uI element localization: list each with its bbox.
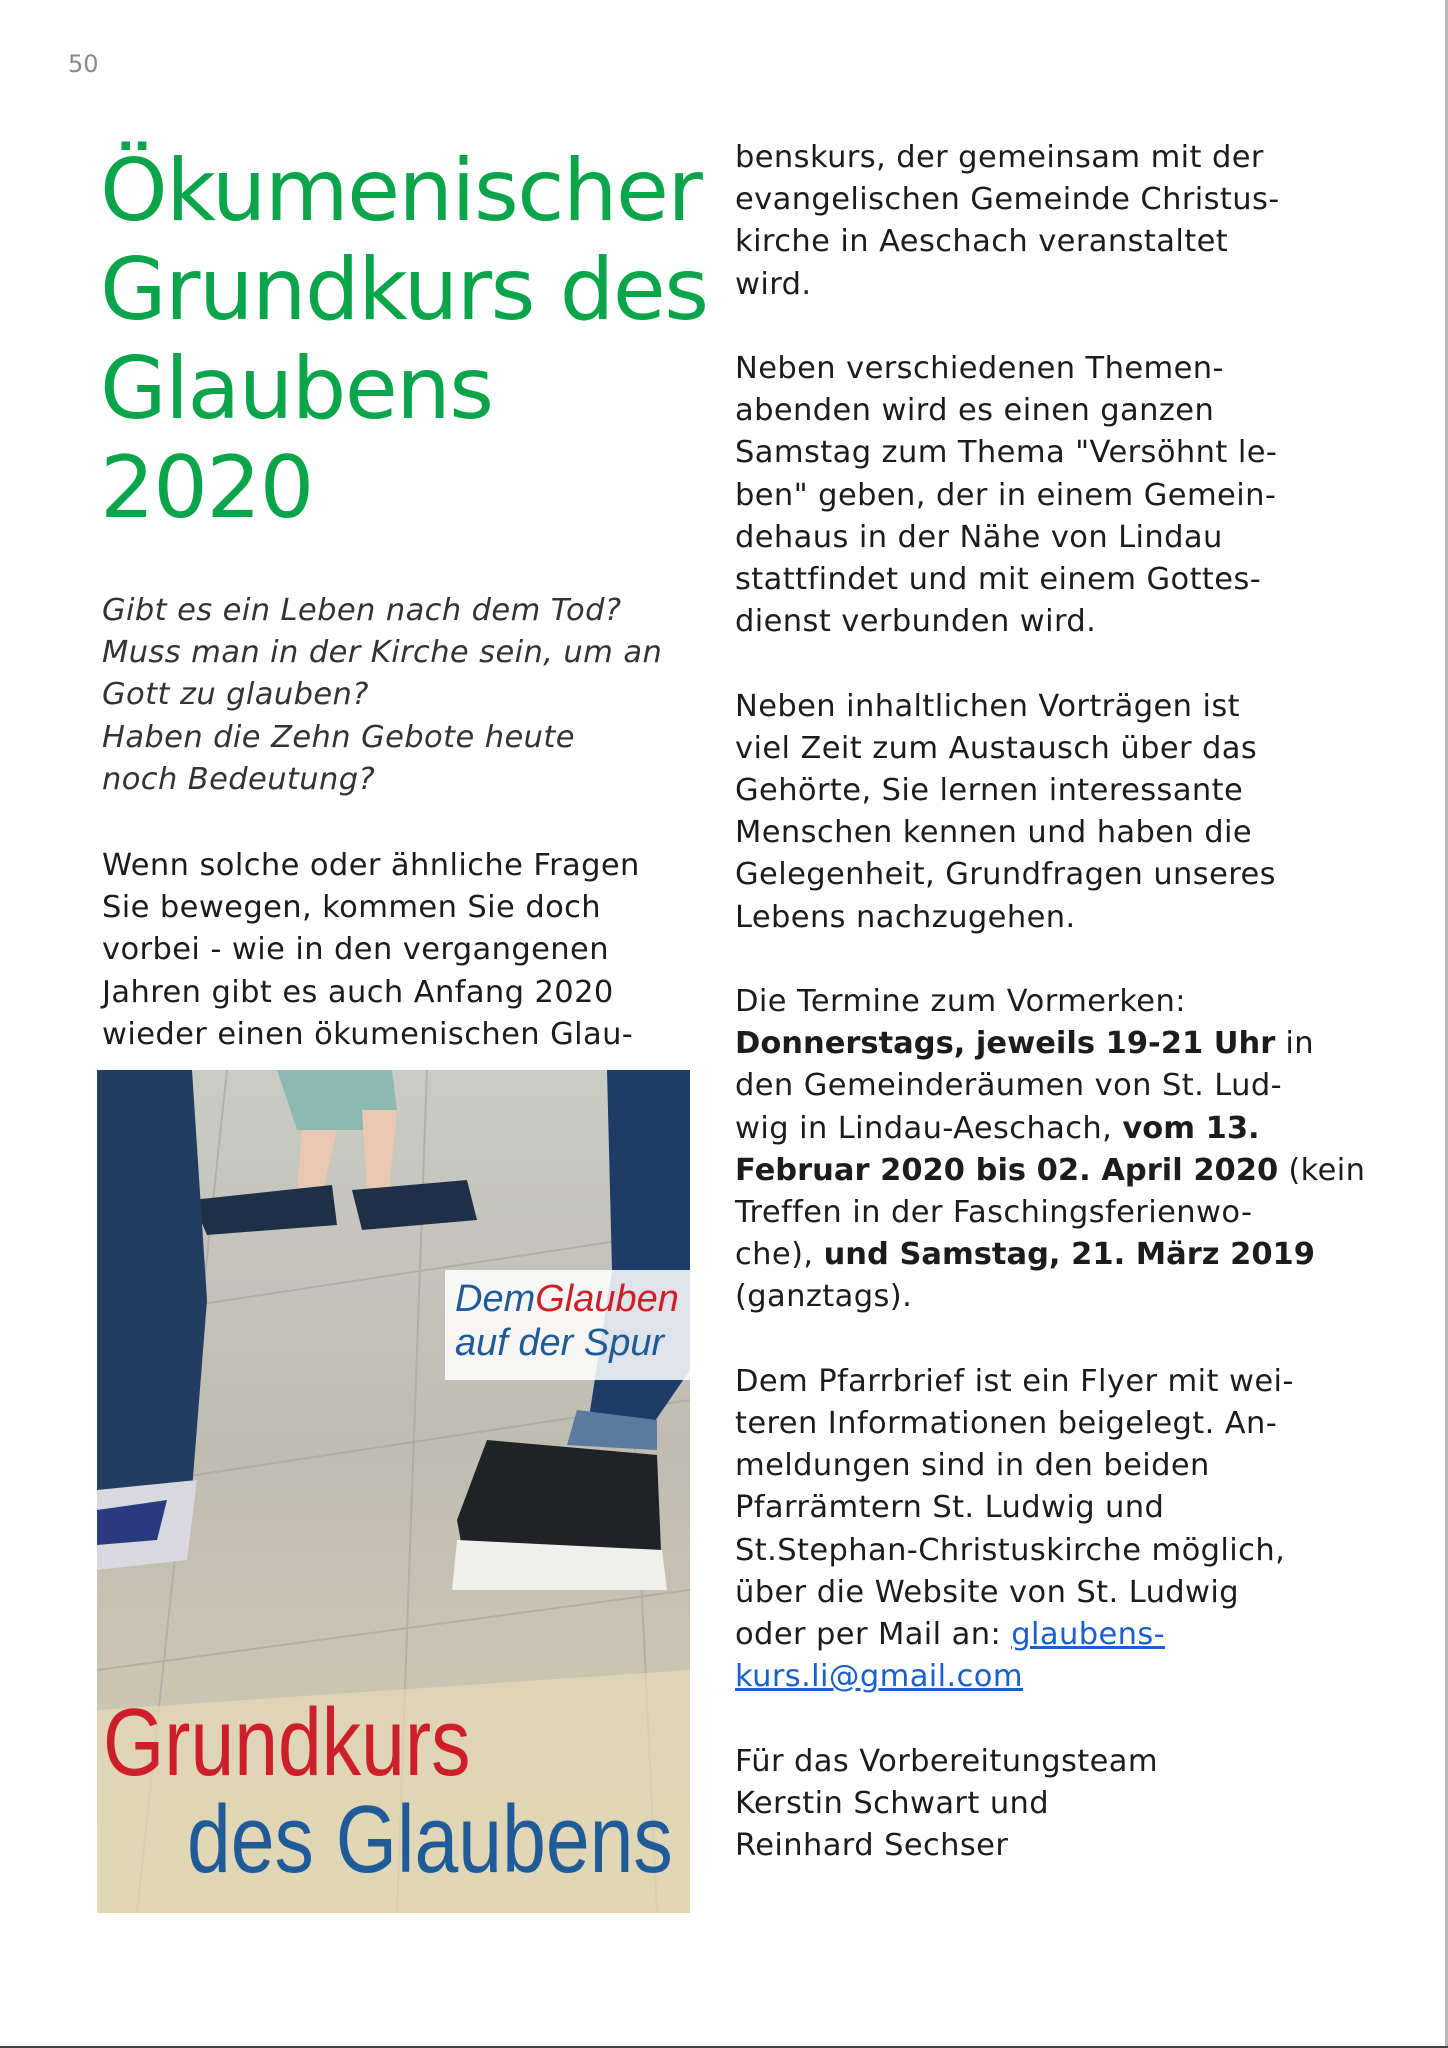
text-line: dehaus in der Nähe von Lindau <box>735 519 1223 555</box>
text-line <box>735 1656 1355 1698</box>
text-line: Wenn solche oder ähnliche Fragen <box>102 848 640 883</box>
dates-saturday: und Samstag, 21. März 2019 <box>823 1237 1316 1273</box>
flyer-tagline-line: auf der Spur <box>455 1322 665 1364</box>
text-line: ben" geben, der in einem Gemein- <box>735 477 1277 513</box>
text-line: Lebens nachzugehen. <box>735 899 1076 935</box>
text-line: Neben inhaltlichen Vorträgen ist <box>735 688 1240 724</box>
text-line: Gehörte, Sie lernen interessante <box>735 773 1244 809</box>
flyer-tagline <box>445 1270 690 1380</box>
text-line: kirche in Aeschach veranstaltet <box>735 224 1229 260</box>
dates-range-tail: (kein <box>1278 1152 1366 1188</box>
flyer-title-line: des Glaubens <box>187 1786 673 1893</box>
exchange-paragraph <box>735 686 1355 939</box>
dates-when: Donnerstags, jeweils 19-21 Uhr <box>735 1026 1276 1062</box>
registration-paragraph <box>735 1361 1355 1699</box>
dates-range-end: Februar 2020 bis 02. April 2020 <box>735 1152 1279 1188</box>
flyer-tagline-line <box>455 1278 679 1321</box>
article-title <box>100 141 708 538</box>
text-line: noch Bedeutung? <box>102 761 376 797</box>
text-line: Treffen in der Faschingsferienwo- <box>735 1195 1253 1231</box>
intro-paragraph <box>102 845 702 1056</box>
signature-paragraph <box>735 1741 1355 1868</box>
text-line: stattfindet und mit einem Gottes- <box>735 562 1262 598</box>
text-line: wird. <box>735 266 812 302</box>
text-line: Menschen kennen und haben die <box>735 815 1253 851</box>
dates-when-tail: in <box>1275 1026 1315 1062</box>
title-line: 2020 <box>100 438 313 538</box>
email-link-continued[interactable]: kurs.li@gmail.com <box>735 1659 1023 1695</box>
title-line: Glaubens <box>100 339 493 439</box>
text-line: Muss man in der Kirche sein, um an <box>102 635 663 671</box>
text-line: Dem Pfarrbrief ist ein Flyer mit wei- <box>735 1363 1294 1399</box>
continuation-paragraph <box>735 137 1355 306</box>
text-line <box>735 1023 1355 1065</box>
flyer-title-line: Grundkurs <box>103 1689 471 1796</box>
text-line: Neben verschiedenen Themen- <box>735 351 1224 386</box>
text-line: Gelegenheit, Grundfragen unseres <box>735 857 1276 893</box>
flyer-tagline-blue: Dem <box>455 1278 536 1320</box>
text-line: Reinhard Sechser <box>735 1828 1009 1864</box>
text-line: Kerstin Schwart und <box>735 1785 1050 1821</box>
text-line <box>735 1150 1366 1192</box>
text-line <box>735 1108 1355 1150</box>
text-line: Sie bewegen, kommen Sie doch <box>102 890 602 926</box>
question-paragraph <box>102 590 702 801</box>
email-link[interactable]: glaubens- <box>1011 1617 1166 1653</box>
text-line: Samstag zum Thema "Versöhnt le- <box>735 435 1278 471</box>
text-line: Gott zu glauben? <box>102 677 369 713</box>
text-line: meldungen sind in den beiden <box>735 1448 1210 1484</box>
flyer-tagline-red: Glauben <box>535 1278 679 1320</box>
text-line: über die Website von St. Ludwig <box>735 1574 1240 1610</box>
flyer-image <box>97 1070 690 1913</box>
text-line: dienst verbunden wird. <box>735 604 1097 640</box>
text-line: St.Stephan-Christuskirche möglich, <box>735 1532 1286 1568</box>
right-column <box>735 137 1366 1909</box>
text-line: Pfarrämtern St. Ludwig und <box>735 1490 1165 1526</box>
dates-place: wig in Lindau-Aeschach, <box>735 1110 1123 1146</box>
title-line: Ökumenischer <box>100 141 702 241</box>
text-line: den Gemeinderäumen von St. Lud- <box>735 1068 1283 1104</box>
text-line: teren Informationen beigelegt. An- <box>735 1406 1278 1442</box>
title-line: Grundkurs des <box>100 240 708 340</box>
page-number: 50 <box>68 50 99 78</box>
dates-range-start: vom 13. <box>1122 1110 1260 1146</box>
text-line: Gibt es ein Leben nach dem Tod? <box>102 593 622 628</box>
text-line <box>735 1614 1355 1656</box>
text-line: Für das Vorbereitungsteam <box>735 1743 1159 1779</box>
text-line: wieder einen ökumenischen Glau- <box>102 1016 634 1052</box>
text-line: (ganztags). <box>735 1279 913 1315</box>
text-line: evangelischen Gemeinde Christus- <box>735 182 1280 218</box>
dates-pause-end: che), <box>735 1237 824 1273</box>
text-line: abenden wird es einen ganzen <box>735 393 1215 429</box>
text-line: benskurs, der gemeinsam mit der <box>735 140 1264 175</box>
text-line: viel Zeit zum Austausch über das <box>735 730 1258 766</box>
themes-paragraph <box>735 348 1355 643</box>
mail-prefix: oder per Mail an: <box>735 1617 1012 1653</box>
text-line: vorbei - wie in den vergangenen <box>102 932 609 968</box>
text-line: Die Termine zum Vormerken: <box>735 984 1186 1020</box>
text-line <box>735 1234 1355 1276</box>
dates-paragraph <box>735 981 1366 1319</box>
text-line: Haben die Zehn Gebote heute <box>102 719 575 755</box>
text-line: Jahren gibt es auch Anfang 2020 <box>102 974 614 1010</box>
